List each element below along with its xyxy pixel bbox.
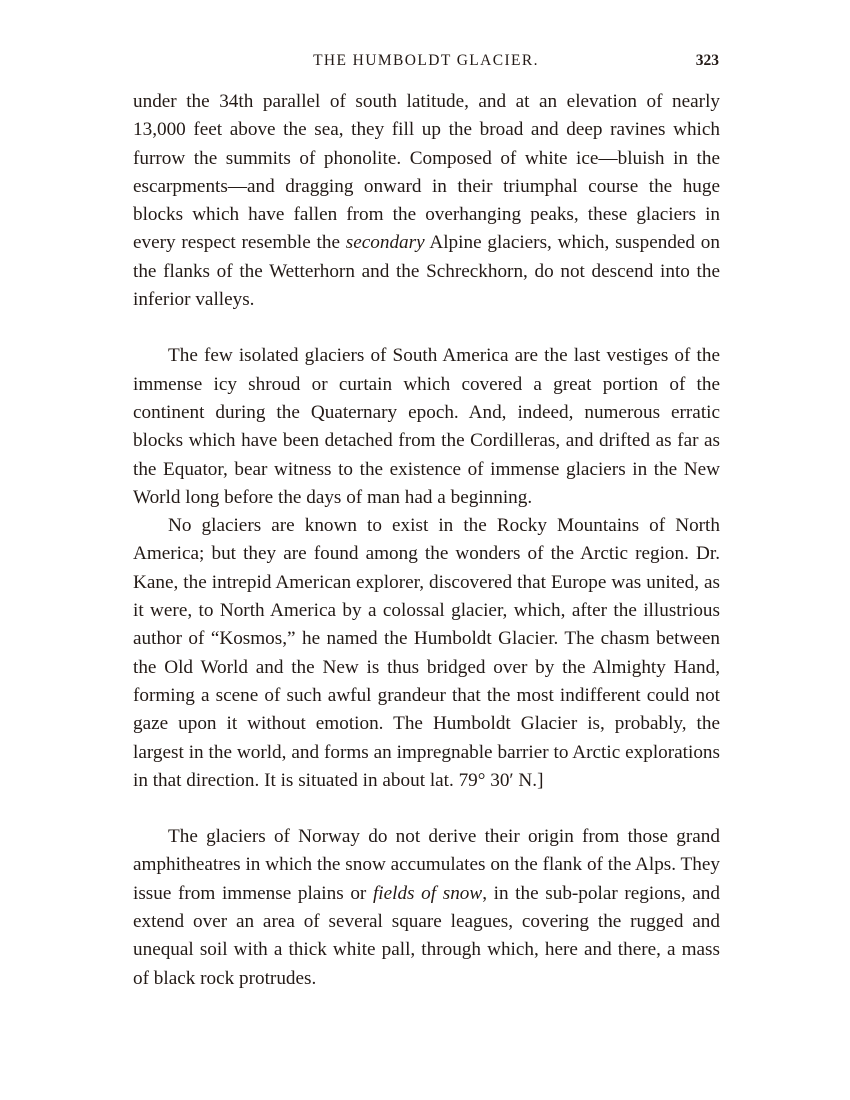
paragraph-4-text-b: , in the sub-polar regions, and extend over an area of several square leagues, covering the rugged and unequal soil with a thick white pall, through which, here and there, a mass of black rock protrudes. — [133, 882, 720, 989]
running-title: THE HUMBOLDT GLACIER. — [313, 52, 539, 69]
paragraph-1-text-b: Alpine glaciers, which, suspended on the flanks of the Wetterhorn and the Schreckhorn, do not descend into the inferior valleys. — [133, 232, 720, 311]
paragraph-1-text-a: under the 34th parallel of south latitude, and at an elevation of nearly 13,000 feet above the sea, they fill up the broad and deep ravines which furrow the summits of phonolite. Composed of white ice—bluish in the escarpments—and dragging onward in their triumphal course the huge blocks which have fallen from the overhanging peaks, these glaciers in every respect resemble the — [133, 91, 720, 254]
body-text — [133, 88, 720, 993]
page-header — [133, 52, 719, 74]
paragraph-4 — [133, 823, 720, 993]
paragraph-1-emphasis: secondary — [345, 232, 425, 254]
paragraph-4-emphasis: fields of snow — [372, 882, 483, 904]
paragraph-4-text-a: The glaciers of Norway do not derive their origin from those grand amphitheatres in which the snow accumulates on the flank of the Alps. They issue from immense plains or — [133, 826, 720, 904]
paragraph-3: No glaciers are known to exist in the Rocky Mountains of North America; but they are found among the wonders of the Arctic region. Dr. Kane, the intrepid American explorer, discovered that Europe was united, as it were, to North America by a colossal glacier, which, after the illustrious author of “Kosmos,” he named the Humboldt Glacier. The chasm between the Old World and the New is thus bridged over by the Almighty Hand, forming a scene of such awful grandeur that the most indifferent could not gaze upon it without emotion. The Humboldt Glacier is, probably, the largest in the world, and forms an impregnable barrier to Arctic explorations in that direction. It is situated in about lat. 79° 30′ N.] — [133, 515, 720, 791]
paragraph-2: The few isolated glaciers of South America are the last vestiges of the immense icy shroud or curtain which covered a great portion of the continent during the Quaternary epoch. And, indeed, numerous erratic blocks which have been detached from the Cordilleras, and drifted as far as the Equator, bear witness to the existence of immense glaciers in the New World long before the days of man had a beginning. — [133, 345, 720, 508]
page-number: 323 — [695, 52, 719, 69]
paragraph-1 — [133, 88, 720, 314]
